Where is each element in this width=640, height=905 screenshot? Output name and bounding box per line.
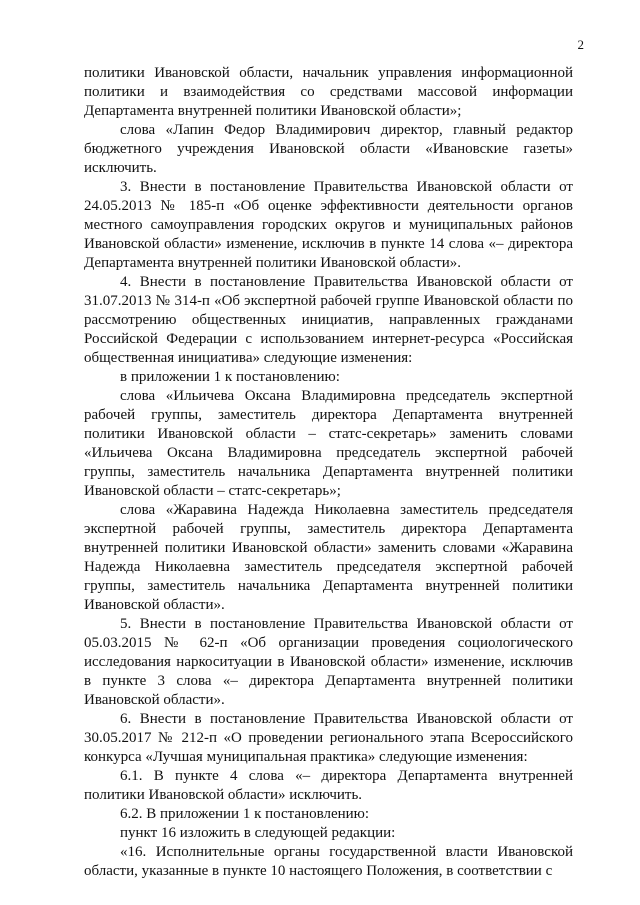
paragraph: в приложении 1 к постановлению: xyxy=(120,369,340,385)
paragraph: 5. Внести в постановление Правительства Ивановской области от 05.03.2015 № 62-п «Об организации проведения социологического исследования наркоситуации в Ивановской области» изменение, исключив в пункте 3 слова «– директора Департамента внутренней политики Ивановской области». xyxy=(84,616,573,708)
paragraph: 6.1. В пункте 4 слова «– директора Департамента внутренней политики Ивановской области» исключить. xyxy=(84,768,573,803)
paragraph: «16. Исполнительные органы государственной власти Ивановской области, указанные в пункте 10 настоящего Положения, в соответствии с xyxy=(84,844,573,879)
document-body xyxy=(84,64,573,881)
paragraph: слова «Лапин Федор Владимирович директор, главный редактор бюджетного учреждения Ивановской области «Ивановские газеты» исключить. xyxy=(84,122,573,176)
page-number: 2 xyxy=(577,37,584,52)
paragraph: политики Ивановской области, начальник управления информационной политики и взаимодействия со средствами массовой информации Департамента внутренней политики Ивановской области»; xyxy=(84,65,573,119)
paragraph: 3. Внести в постановление Правительства Ивановской области от 24.05.2013 № 185-п «Об оценке эффективности деятельности органов местного самоуправления городских округов и муниципальных районов Ивановской области» изменение, исключив в пункте 14 слова «– директора Департамента внутренней политики Ивановской области». xyxy=(84,179,573,271)
paragraph: 6.2. В приложении 1 к постановлению: xyxy=(120,806,370,822)
paragraph: слова «Жаравина Надежда Николаевна заместитель председателя экспертной рабочей группы, заместитель директора Департамента внутренней политики Ивановской области» заменить словами «Жаравина Надежда Николаевна заместитель председателя экспертной рабочей группы, заместитель начальника Департамента внутренней политики Ивановской области». xyxy=(84,502,573,613)
paragraph: 4. Внести в постановление Правительства Ивановской области от 31.07.2013 № 314-п «Об экспертной рабочей группе Ивановской области по рассмотрению общественных инициатив, направленных гражданами Российской Федерации с использованием интернет-ресурса «Российская общественная инициатива» следующие изменения: xyxy=(84,274,573,366)
paragraph: 6. Внести в постановление Правительства Ивановской области от 30.05.2017 № 212-п «О проведении регионального этапа Всероссийского конкурса «Лучшая муниципальная практика» следующие изменения: xyxy=(84,711,573,765)
paragraph: слова «Ильичева Оксана Владимировна председатель экспертной рабочей группы, заместитель директора Департамента внутренней политики Ивановской области – статс-секретарь» заменить словами «Ильичева Оксана Владимировна председатель экспертной рабочей группы, заместитель начальника Департамента внутренней политики Ивановской области – статс-секретарь»; xyxy=(84,388,573,499)
paragraph: пункт 16 изложить в следующей редакции: xyxy=(120,825,396,841)
